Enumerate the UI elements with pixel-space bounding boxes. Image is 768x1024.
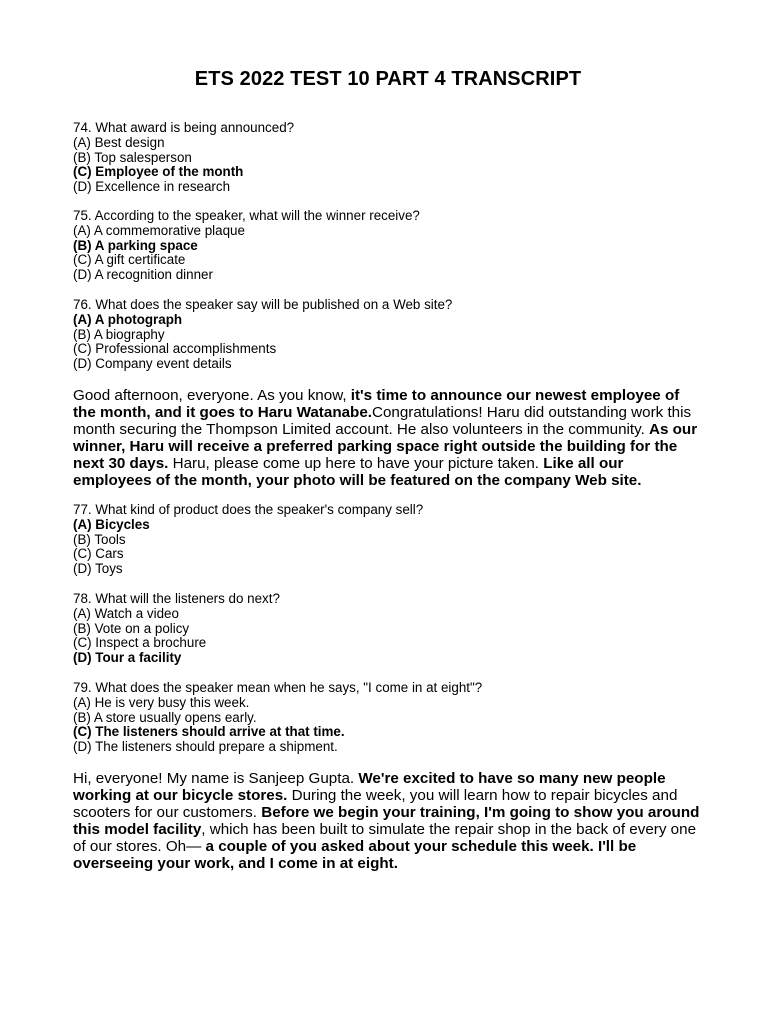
question-75 (73, 209, 703, 283)
passage-answer-highlight: As our winner, Haru will receive a preferred parking space right outside the building for the next 30 days. (73, 421, 698, 472)
option-a: (A) He is very busy this week. (73, 694, 250, 710)
option-d: (D) A recognition dinner (73, 267, 213, 283)
question-74 (73, 121, 703, 195)
option-c-correct: (C) The listeners should arrive at that time. (73, 724, 345, 740)
transcript-passage-2 (73, 770, 703, 872)
option-c: (C) Professional accomplishments (73, 341, 277, 357)
option-d: (D) Company event details (73, 356, 232, 372)
option-c: (C) Inspect a brochure (73, 635, 207, 651)
option-b: (B) Vote on a policy (73, 620, 190, 636)
transcript-passage-1 (73, 387, 703, 489)
option-b: (B) A biography (73, 326, 165, 342)
question-text: 76. What does the speaker say will be published on a Web site? (73, 297, 453, 312)
passage-answer-highlight: Like all our employees of the month, your photo will be featured on the company Web site. (73, 455, 642, 489)
passage-text: During the week, you will learn how to repair bicycles and scooters for our customers. (73, 787, 678, 821)
question-text: 78. What will the listeners do next? (73, 591, 280, 606)
option-d: (D) The listeners should prepare a shipment. (73, 739, 338, 755)
question-text: 74. What award is being announced? (73, 120, 295, 135)
question-text: 77. What kind of product does the speaker's company sell? (73, 502, 424, 517)
passage-answer-highlight: We're excited to have so many new people working at our bicycle stores. (73, 770, 666, 804)
option-d: (D) Toys (73, 561, 123, 577)
question-text: 79. What does the speaker mean when he says, "I come in at eight"? (73, 680, 483, 695)
option-b: (B) Top salesperson (73, 149, 192, 165)
passage-answer-highlight: Before we begin your training, I'm going to show you around this model facility (73, 804, 700, 838)
option-b: (B) A store usually opens early. (73, 709, 257, 725)
option-a-correct: (A) Bicycles (73, 516, 150, 532)
passage-text: , which has been built to simulate the repair shop in the back of every one of our stores. Oh— (73, 821, 697, 855)
passage-text: Hi, everyone! My name is Sanjeep Gupta. (73, 770, 359, 787)
passage-text: Congratulations! Haru did outstanding work this month securing the Thompson Limited account. He also volunteers in the community. (73, 404, 692, 438)
option-c: (C) Cars (73, 546, 124, 562)
option-d-correct: (D) Tour a facility (73, 650, 182, 666)
option-a: (A) Best design (73, 134, 165, 150)
option-a: (A) Watch a video (73, 605, 179, 621)
passage-answer-highlight: it's time to announce our newest employee of the month, and it goes to Haru Watanabe. (73, 387, 680, 421)
passage-text: Haru, please come up here to have your picture taken. (168, 455, 544, 472)
question-78 (73, 592, 703, 666)
passage-text: Good afternoon, everyone. As you know, (73, 387, 351, 404)
question-76 (73, 298, 703, 372)
option-b: (B) Tools (73, 531, 126, 547)
option-c: (C) A gift certificate (73, 252, 186, 268)
option-d: (D) Excellence in research (73, 179, 231, 195)
option-c-correct: (C) Employee of the month (73, 164, 244, 180)
question-79 (73, 681, 703, 755)
option-a-correct: (A) A photograph (73, 311, 183, 327)
question-text: 75. According to the speaker, what will the winner receive? (73, 208, 420, 223)
passage-answer-highlight: a couple of you asked about your schedule this week. I'll be overseeing your work, and I come in at eight. (73, 838, 637, 872)
option-b-correct: (B) A parking space (73, 237, 198, 253)
page-title: ETS 2022 TEST 10 PART 4 TRANSCRIPT (194, 68, 582, 90)
option-a: (A) A commemorative plaque (73, 222, 245, 238)
question-77 (73, 503, 703, 577)
